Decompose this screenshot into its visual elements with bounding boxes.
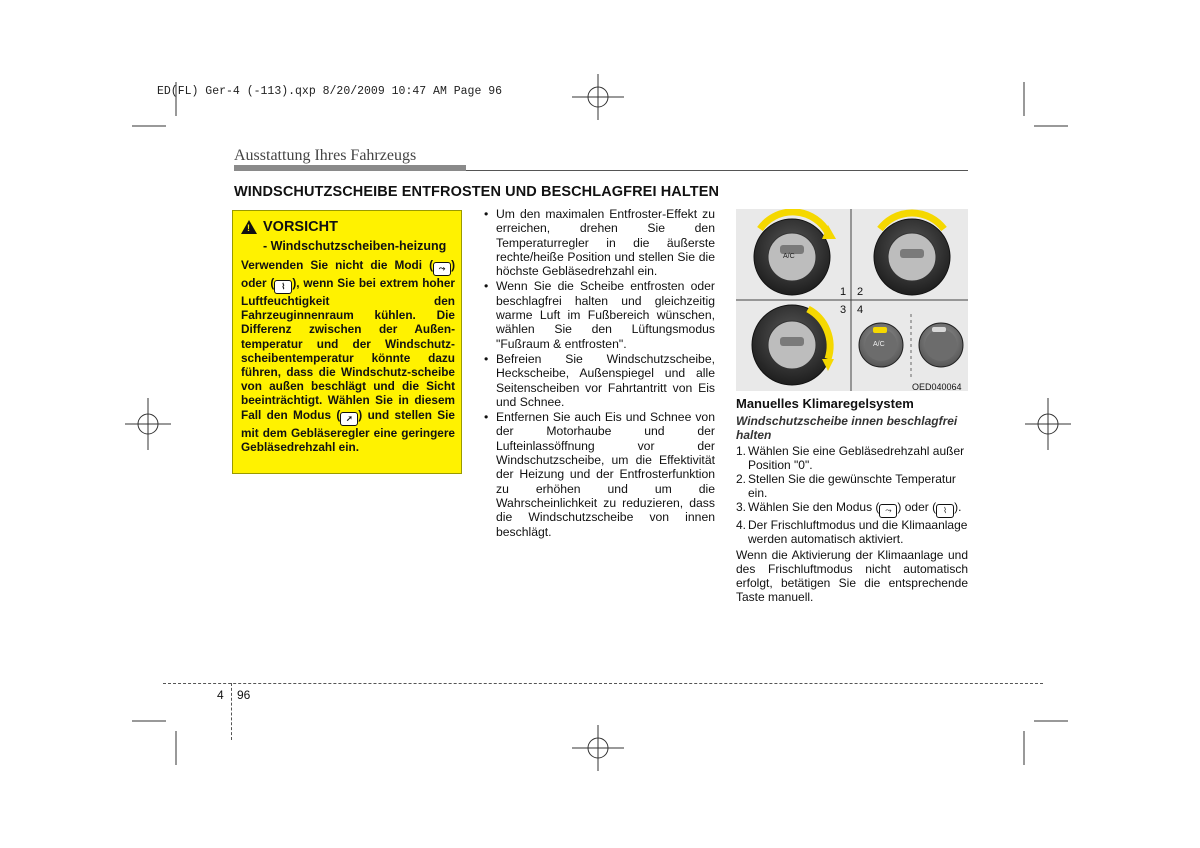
caution-box — [232, 210, 462, 474]
step-number: 4. — [736, 518, 747, 532]
defrost-mode-icon: ⌇ — [936, 504, 954, 518]
manual-heading: Manuelles Klimaregelsystem — [736, 396, 914, 411]
print-slug: ED(FL) Ger-4 (-113).qxp 8/20/2009 10:47 AM Page 96 — [157, 85, 503, 98]
figure-label-1: 1 — [840, 286, 847, 298]
figure-label-2: 2 — [857, 286, 864, 298]
climate-control-illustration — [736, 209, 968, 391]
manual-subheading: Windschutzscheibe innen beschlagfrei halten — [736, 414, 958, 442]
manual-climate-section — [736, 397, 968, 604]
temperature-knob — [754, 212, 836, 295]
caution-text-part: Verwenden Sie nicht die Modi ( — [241, 258, 434, 272]
step-item — [736, 500, 968, 518]
caution-title: VORSICHT — [263, 219, 338, 235]
figure-label-3: 3 — [840, 304, 847, 316]
step-text: Der Frischluftmodus und die Klimaanlage werden automatisch aktiviert. — [748, 518, 968, 546]
ac-button-label: A/C — [873, 341, 885, 348]
bullet-item: • Befreien Sie Windschutzscheibe, Heckscheibe, Außenspiegel und alle Seitenscheiben vor Fahrtantritt von Eis und Schnee. — [483, 352, 715, 409]
bullet-list — [483, 207, 715, 540]
step-number: 3. — [736, 500, 747, 514]
header-rule — [466, 170, 968, 171]
caution-header — [241, 219, 455, 235]
section-title: WINDSCHUTZSCHEIBE ENTFROSTEN UND BESCHLAGFREI HALTEN — [234, 184, 720, 200]
step-text: Stellen Sie die gewünschte Temperatur ein. — [748, 472, 956, 500]
figure-code: OED040064 — [912, 382, 962, 392]
caution-text-part: ) oder ( — [241, 258, 455, 290]
bullet-item: • Entfernen Sie auch Eis und Schnee von der Motorhaube und der Lufteinlassöffnung vor der Windschutzscheibe, um die Effektivität der Heizung und der Entfrosterfunktion zu erhöhen und um die Wahrscheinlichkeit zu reduzieren, dass die Windschutzscheibe von innen beschlägt. — [483, 410, 715, 539]
ac-label: A/C — [783, 253, 795, 260]
step-item — [736, 444, 968, 472]
step-list — [736, 444, 968, 546]
step-text: ). — [954, 500, 962, 514]
caution-subtitle: - Windschutzscheiben-heizung — [263, 239, 447, 253]
manual-paragraph: Wenn die Aktivierung der Klimaanlage und des Frischluftmodus nicht automatisch erfolgt, betätigen Sie die entsprechende Taste manuell. — [736, 548, 968, 604]
step-item — [736, 518, 968, 546]
chapter-header: Ausstattung Ihres Fahrzeugs — [234, 147, 417, 164]
fan-knob — [752, 305, 834, 385]
step-text: ) oder ( — [897, 500, 937, 514]
caution-text — [241, 258, 455, 454]
footer-divider — [231, 683, 232, 740]
step-number: 2. — [736, 472, 747, 486]
page-number: 96 — [237, 688, 251, 702]
figure-label-4: 4 — [857, 304, 864, 316]
floor-defrost-mode-icon: ⤳ — [879, 504, 897, 518]
caution-text-part: ) und stellen Sie mit dem Gebläseregler eine geringere Gebläsedrehzahl ein. — [241, 407, 455, 454]
step-text: Wählen Sie eine Gebläsedrehzahl außer Position "0". — [748, 444, 965, 472]
vent-mode-icon: ➚ — [340, 412, 358, 426]
defrost-mode-icon: ⌇ — [274, 280, 292, 294]
warning-icon: ! — [241, 220, 257, 234]
bullet-item: • Um den maximalen Entfroster-Effekt zu erreichen, drehen Sie den Temperaturregler in die äußerste rechte/heiße Position und stellen Sie die höchste Gebläsedrehzahl ein. — [483, 207, 715, 278]
footer-rule — [163, 683, 1043, 684]
caution-text-part: ), wenn Sie bei extrem hoher Luftfeuchtigkeit den Fahrzeuginnenraum kühlen. Die Differenz zwischen der Außen-temperatur und der Windschutz-scheibentemperatur könnte dazu führen, dass die Windschutz-scheibe von außen beschlägt und die Sicht beeinträchtigt. Wählen Sie in diesem Fall den Modus ( — [241, 276, 455, 422]
step-text: Wählen Sie den Modus ( — [748, 500, 880, 514]
bullet-item: • Wenn Sie die Scheibe entfrosten oder beschlagfrei halten und gleichzeitig warme Luft im Fußbereich wünschen, wählen Sie den Lüftungsmodus "Fußraum & entfrosten". — [483, 279, 715, 350]
chapter-number: 4 — [217, 688, 224, 702]
step-number: 1. — [736, 444, 747, 458]
step-item — [736, 472, 968, 500]
header-bar — [234, 165, 466, 171]
climate-control-figure — [736, 209, 968, 391]
mode-knob — [874, 213, 950, 295]
floor-defrost-mode-icon: ⤳ — [433, 262, 451, 276]
